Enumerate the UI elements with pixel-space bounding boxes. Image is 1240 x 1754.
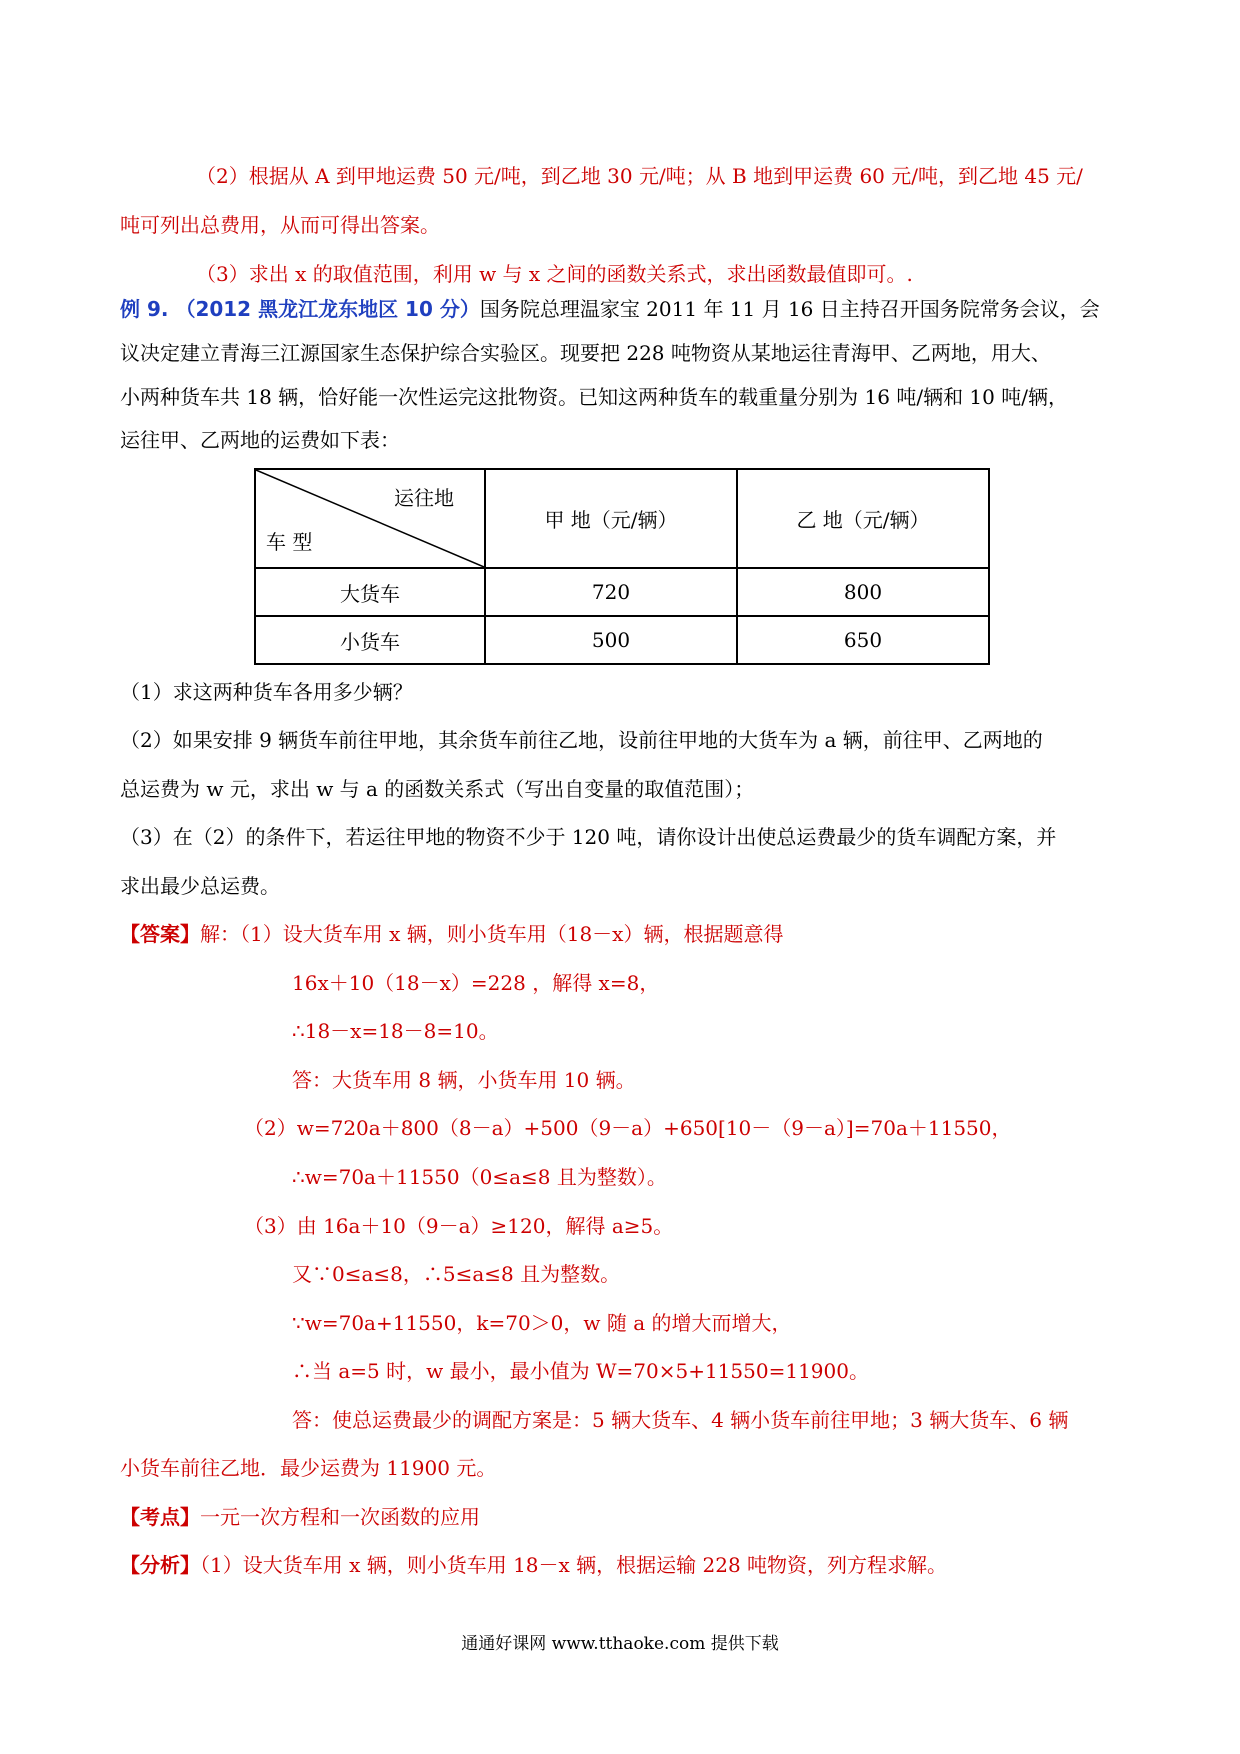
row-jia-cost: 500	[485, 616, 737, 664]
kaodian-text: 一元一次方程和一次函数的应用	[200, 1505, 480, 1529]
answer-tag: 【答案】	[120, 922, 200, 946]
header-destination: 运往地	[394, 486, 454, 510]
answer-line-11: 答：使总运费最少的调配方案是：5 辆大货车、4 辆小货车前往甲地；3 辆大货车、6 辆	[292, 1408, 1069, 1432]
row-jia-cost: 720	[485, 568, 737, 616]
answer-line-3: ∴18－x=18－8=10。	[292, 1019, 499, 1043]
answer-line-7: （3）由 16a＋10（9－a）≥120，解得 a≥5。	[244, 1214, 674, 1238]
row-yi-cost: 800	[737, 568, 989, 616]
fenxi-line	[120, 1550, 947, 1580]
header-jia: 甲 地（元/辆）	[485, 469, 737, 568]
question-3-cont: 求出最少总运费。	[120, 874, 280, 898]
fenxi-tag: 【分析】	[120, 1553, 200, 1577]
row-yi-cost: 650	[737, 616, 989, 664]
diagonal-header-cell	[255, 469, 485, 568]
page-footer: 通通好课网 www.tthaoke.com 提供下载	[461, 1634, 779, 1654]
answer-line-2: 16x＋10（18－x）=228 ，解得 x=8，	[292, 971, 660, 995]
header-yi: 乙 地（元/辆）	[737, 469, 989, 568]
kaodian-line	[120, 1502, 480, 1532]
answer-line-10: ∴当 a=5 时，w 最小，最小值为 W=70×5+11550=11900。	[292, 1359, 869, 1383]
example-9-line-1	[120, 294, 1100, 324]
question-2: （2）如果安排 9 辆货车前往甲地，其余货车前往乙地，设前往甲地的大货车为 a 辆，前往甲、乙两地的	[120, 728, 1043, 752]
answer-line-1	[120, 919, 783, 949]
kaodian-tag: 【考点】	[120, 1505, 200, 1529]
example-9-line-4: 运往甲、乙两地的运费如下表：	[120, 428, 400, 452]
question-2-cont: 总运费为 w 元，求出 w 与 a 的函数关系式（写出自变量的取值范围）；	[120, 777, 755, 801]
analysis-line-3: （3）求出 x 的取值范围，利用 w 与 x 之间的函数关系式，求出函数最值即可。.	[196, 262, 913, 286]
row-type: 大货车	[255, 568, 485, 616]
table-row	[255, 616, 989, 664]
answer-line-12: 小货车前往乙地．最少运费为 11900 元。	[120, 1456, 497, 1480]
question-1: （1）求这两种货车各用多少辆？	[120, 680, 413, 704]
question-3: （3）在（2）的条件下，若运往甲地的物资不少于 120 吨，请你设计出使总运费最少的货车调配方案，并	[120, 825, 1057, 849]
answer-text: 解：（1）设大货车用 x 辆，则小货车用（18－x）辆，根据题意得	[200, 922, 784, 946]
header-vehicle-type: 车 型	[266, 530, 313, 554]
answer-line-4: 答：大货车用 8 辆，小货车用 10 辆。	[292, 1068, 636, 1092]
freight-cost-table	[254, 468, 990, 665]
example-9-line-3: 小两种货车共 18 辆，恰好能一次性运完这批物资。已知这两种货车的载重量分别为 16 吨/辆和 10 吨/辆，	[120, 385, 1068, 409]
analysis-line-2-cont: 吨可列出总费用，从而可得出答案。	[120, 213, 440, 237]
answer-line-8: 又∵0≤a≤8，∴5≤a≤8 且为整数。	[292, 1262, 621, 1286]
fenxi-text: （1）设大货车用 x 辆，则小货车用 18－x 辆，根据运输 228 吨物资，列方程求解。	[200, 1553, 948, 1577]
example-9-line-2: 议决定建立青海三江源国家生态保护综合实验区。现要把 228 吨物资从某地运往青海甲、乙两地，用大、	[120, 341, 1051, 365]
answer-line-6: ∴w=70a＋11550（0≤a≤8 且为整数）。	[292, 1165, 667, 1189]
example-9-label: 例 9. （2012 黑龙江龙东地区 10 分）	[120, 297, 480, 321]
answer-line-9: ∵w=70a+11550，k=70＞0，w 随 a 的增大而增大，	[292, 1311, 792, 1335]
analysis-line-2: （2）根据从 A 到甲地运费 50 元/吨，到乙地 30 元/吨；从 B 地到甲运费 60 元/吨，到乙地 45 元/	[196, 164, 1083, 188]
row-type: 小货车	[255, 616, 485, 664]
table-row	[255, 568, 989, 616]
example-9-intro: 国务院总理温家宝 2011 年 11 月 16 日主持召开国务院常务会议，会	[479, 297, 1100, 321]
answer-line-5: （2）w=720a＋800（8－a）+500（9－a）+650[10－（9－a）]=70a＋11550，	[244, 1116, 1012, 1140]
